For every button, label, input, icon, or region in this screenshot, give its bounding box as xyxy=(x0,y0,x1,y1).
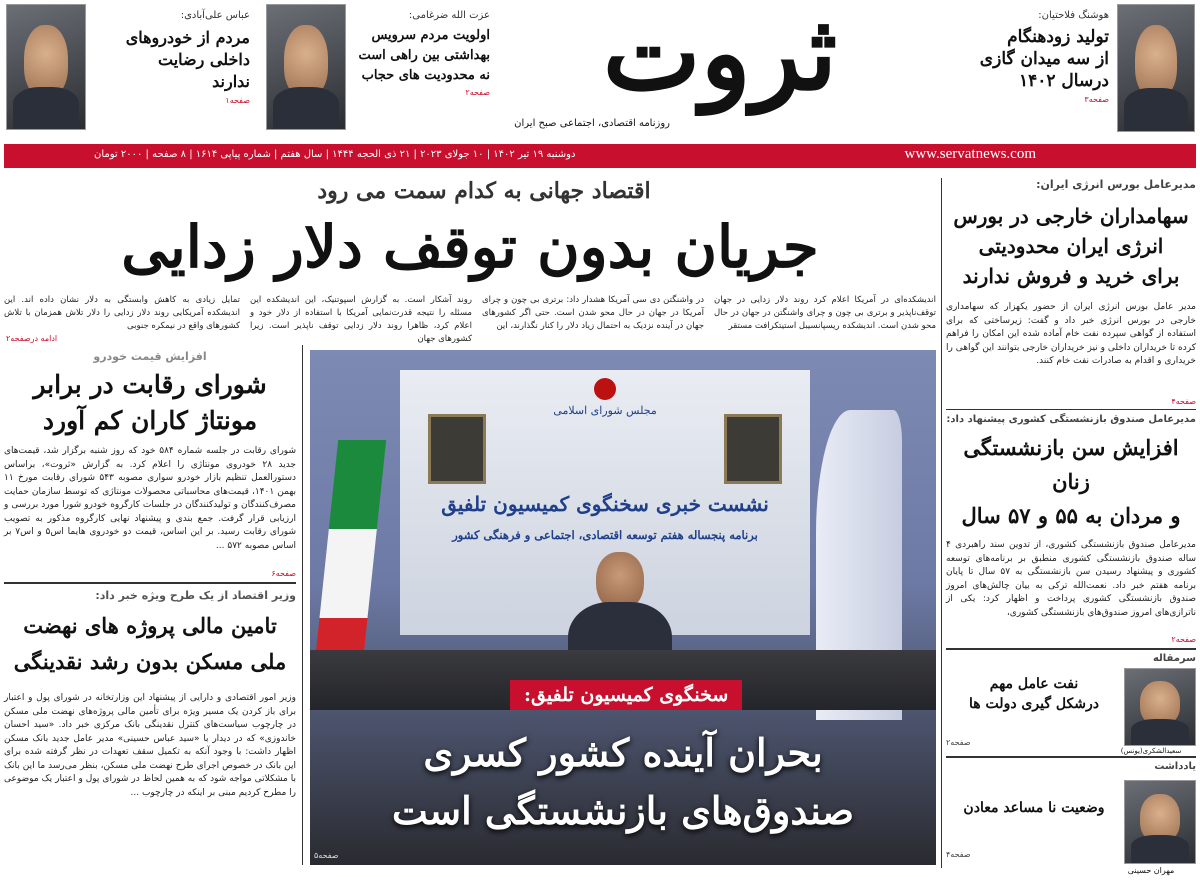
headline-line: نفت عامل مهم xyxy=(989,676,1079,692)
emblem-icon xyxy=(594,378,616,400)
section-label: سرمقاله xyxy=(1152,653,1196,664)
story-kicker: وزیر اقتصاد از یک طرح ویژه خبر داد: xyxy=(95,589,296,602)
page-ref[interactable]: صفحه۵ xyxy=(314,851,339,860)
story-body: وزیر امور اقتصادی و دارایی از پیشنهاد این وزارتخانه در شورای پول و اعتبار برای باز کردن یک مسیر ویژه برای تأمین مالی پروژه‌های نهضت ملی مسکن در چارچوب سیاست‌های کنترل نقدینگی بانک مرکزی خبر داد. «سید احسان خاندوزی» که در دیدار با «سید عباس حسینی» مدیر عامل جدید بانک مسکن اظهار داشت: با وجود آنکه به تکمیل سقف تعهدات در نظر گرفته شده برای این بانک در خصوص اجرای طرح نهضت ملی مسکن، بنظر می‌رسد ما این بانک با مشکلاتی مواجه شود که به همین لحاظ در شورای پول و اعتبار یک موضوعی را مطرح کردیم مبنی بر اینکه در چارچوب ... xyxy=(4,693,296,798)
page-ref[interactable]: صفحه۲ xyxy=(946,738,971,747)
headline-line: بحران آینده کشور کسری xyxy=(423,730,823,775)
author-name: مهران حسینی xyxy=(1127,866,1175,875)
divider xyxy=(946,648,1196,650)
divider xyxy=(946,409,1196,410)
photo-headline xyxy=(310,724,936,840)
date-bar xyxy=(4,144,1196,168)
tagline: روزنامه اقتصادی، اجتماعی صبح ایران xyxy=(514,118,670,129)
lead-headline: جریان بدون توقف دلار زدایی xyxy=(121,213,819,281)
teaser-line: نه محدودیت های حجاب xyxy=(361,68,490,83)
headline-line: تامین مالی پروژه های نهضت xyxy=(23,613,277,638)
page-ref[interactable]: صفحه۶ xyxy=(271,569,296,578)
website[interactable]: www.servatnews.com xyxy=(904,146,1036,162)
page-ref[interactable]: صفحه۴ xyxy=(1171,397,1196,406)
headline-line: شورای رقابت در برابر xyxy=(33,370,267,399)
teaser-line: درسال ۱۴۰۲ xyxy=(1018,71,1109,91)
teaser-right[interactable] xyxy=(945,4,1195,136)
column-divider xyxy=(941,178,942,868)
story-headline[interactable] xyxy=(946,431,1196,533)
divider xyxy=(946,756,1196,758)
teaser-photo xyxy=(1117,4,1195,132)
headline-line: صندوق‌های بازنشستگی است xyxy=(391,788,855,833)
lead-col: تمایل زیادی به کاهش وابستگی به دلار نشان داده اند. این اندیشکده آمریکایی روند دلار زدایی را دلار تلاش همزمان با تلاش کشورهای واقع در نیمکره جنوبی xyxy=(4,295,240,331)
story-headline[interactable] xyxy=(946,201,1196,291)
divider xyxy=(4,582,296,584)
story-headline[interactable] xyxy=(4,367,296,439)
teaser-author: عزت الله ضرغامی: xyxy=(408,10,490,21)
teaser-line: بهداشتی بین راهی است xyxy=(358,48,490,63)
teaser-line: اولویت مردم سرویس xyxy=(371,28,490,43)
editorial-headline[interactable] xyxy=(954,674,1114,714)
note-headline[interactable]: وضعیت نا مساعد معادن xyxy=(963,800,1105,816)
story-kicker: مدیرعامل صندوق بازنشستگی کشوری پیشنهاد داد: xyxy=(946,414,1196,425)
page-ref: صفحه۳ xyxy=(1084,95,1109,104)
author-name: سعیدالشکری(یونس) xyxy=(1120,747,1182,755)
story-body: شورای رقابت در جلسه شماره ۵۸۴ خود که روز شنبه برگزار شد، قیمت‌های جدید ۲۸ خودروی مونتاژی را اعلام کرد. به گزارش «ثروت»، براساس دستورالعمل تنظیم بازار خودرو سواری مصوبه ۵۴۳ شورای رقابت مورخ ۱۱ بهمن ۱۴۰۱، قیمت‌های محاسباتی محصولات مونتاژی که توسط سازمان حمایت مصرف‌کنندگان و تولیدکنندگان در جلسات کارگروه خودرو شورا مورد بررسی و ارزیابی قرار گرفت. جمع بندی و پیشنهاد نهایی کارگروه مذکور به تصویب شورای رقابت رسید. بر این اساس، قیمت دو خودروی هایما اس۵ و اس۷ بر اساس مصوبه ۵۷۲ ... xyxy=(4,446,296,551)
page-ref[interactable]: صفحه۲ xyxy=(1171,635,1196,644)
lead-story[interactable] xyxy=(4,178,936,348)
logo: ثروت xyxy=(602,0,838,114)
lead-col: در واشنگتن دی سی آمریکا هشدار داد: برتری بی چون و چرای آمریکا در جهان در حال محو شدن است. حتی اگر کشورهای جهان در آینده نزدیک به احتمال زیاد دلار را کنار نگذارند، این xyxy=(482,295,704,331)
headline-line: انرژی ایران محدودیتی xyxy=(978,234,1164,258)
story-body: مدیر عامل بورس انرژی ایران از حضور یکهزار که سهامداری خارجی در بورس انرژی خبر داد و گفت: زیرساختی که برای استفاده از گواهی سپرده نفت خام آماده شده این امکان را فراهم کرده تا خریداران داخلی و نیز خریداران خارجی بتوانند این گواهی را خریداری و اقدام به صادرات نفت خام کنند. xyxy=(946,302,1196,366)
lead-col: اندیشکده‌ای در آمریکا اعلام کرد روند دلار زدایی در جهان توقف‌ناپذیر و برتری بی چون و چرای واشنگتن در جهان در حال محو شدن است. اندیشکده ریسپانسیبل استیتکرافت مستقر xyxy=(714,295,936,331)
headline-line: مونتاژ کاران کم آورد xyxy=(42,406,258,435)
lead-kicker: اقتصاد جهانی به کدام سمت می رود xyxy=(317,178,651,204)
teaser-photo xyxy=(6,4,86,130)
masthead xyxy=(0,0,1200,170)
page-ref[interactable]: ادامه درصفحه۲ xyxy=(6,334,58,343)
headline-line: سهامداران خارجی در بورس xyxy=(953,204,1189,228)
banner-subtitle: برنامه پنجساله هفتم توسعه اقتصادی، اجتماعی و فرهنگی کشور xyxy=(452,528,758,542)
story-body: مدیرعامل صندوق بازنشستگی کشوری، از تدوین سند راهبردی ۴ ساله صندوق بازنشستگی کشوری منطبق بر برنامه‌های توسعه کشوری و پیشنهاد رسیدن سن بازنشستگی به ۵۷ سال تا پایان برنامه هفتم خبر داد. نعمت‌الله ترکی به بیان چالش‌های امروز صندوق بازنشستگی کشوری پرداخت و اظهار کرد: یکی از ناترازی‌های امروز صندوق‌های بازنشستگی کشوری، xyxy=(946,540,1197,618)
story-kicker: مدیرعامل بورس انرژی ایران: xyxy=(1036,178,1196,191)
teaser-photo xyxy=(266,4,346,130)
emblem-text: مجلس شورای اسلامی xyxy=(553,404,657,417)
teaser-line: تولید زودهنگام xyxy=(1007,27,1109,47)
story-kicker: افزایش قیمت خودرو xyxy=(93,350,207,363)
headline-line: برای خرید و فروش ندارند xyxy=(962,264,1180,288)
teaser-line: از سه میدان گازی xyxy=(979,49,1109,69)
headline-line: افزایش سن بازنشستگی زنان xyxy=(963,435,1179,494)
photo-label: سخنگوی کمیسیون تلفیق: xyxy=(510,680,742,710)
page-ref: صفحه۲ xyxy=(465,88,490,97)
center-photo[interactable] xyxy=(310,350,936,865)
story-headline[interactable] xyxy=(4,608,296,680)
headline-line: و مردان به ۵۵ و ۵۷ سال xyxy=(961,503,1181,528)
portrait-frame xyxy=(428,414,486,484)
author-photo xyxy=(1124,668,1196,746)
column-divider xyxy=(302,345,303,865)
portrait-frame xyxy=(724,414,782,484)
teaser-author: هوشنگ فلاحتیان: xyxy=(1038,10,1109,21)
headline-line: ملی مسکن بدون رشد نقدینگی xyxy=(13,649,287,674)
section-label: یادداشت xyxy=(1154,761,1196,772)
teaser-line: ندارند xyxy=(212,72,250,91)
author-photo xyxy=(1124,780,1196,864)
teaser-middle[interactable] xyxy=(262,4,490,136)
teaser-left[interactable] xyxy=(4,4,254,136)
teaser-author: عباس علی‌آبادی: xyxy=(180,10,250,21)
banner-title: نشست خبری سخنگوی کمیسیون تلفیق xyxy=(441,492,769,516)
page-ref[interactable]: صفحه۴ xyxy=(946,850,971,859)
left-column xyxy=(4,350,296,870)
lead-col: روند آشکار است. به گزارش اسپوتنیک، این اندیشکده این مسئله را نتیجه قدرت‌نمایی آمریکا با استفاده از دلار خود و اعلام کرد، ظاهرا روند دلار زدایی توقف ناپذیر است. زیرا کشورهای جهان xyxy=(250,295,472,344)
right-column xyxy=(946,178,1197,875)
page-ref: صفحه۱ xyxy=(225,96,250,105)
headline-line: درشکل گیری دولت ها xyxy=(969,696,1099,712)
dateline: دوشنبه ۱۹ تیر ۱۴۰۲ | ۱۰ جولای ۲۰۲۳ | ۲۱ ذی الحجه ۱۴۴۴ | سال هفتم | شماره پیاپی ۱۶۱۴ | ۸ صفحه | ۲۰۰۰ تومان xyxy=(94,149,576,160)
teaser-line: مردم از خودروهای xyxy=(125,28,250,47)
teaser-line: داخلی رضایت xyxy=(157,50,250,69)
